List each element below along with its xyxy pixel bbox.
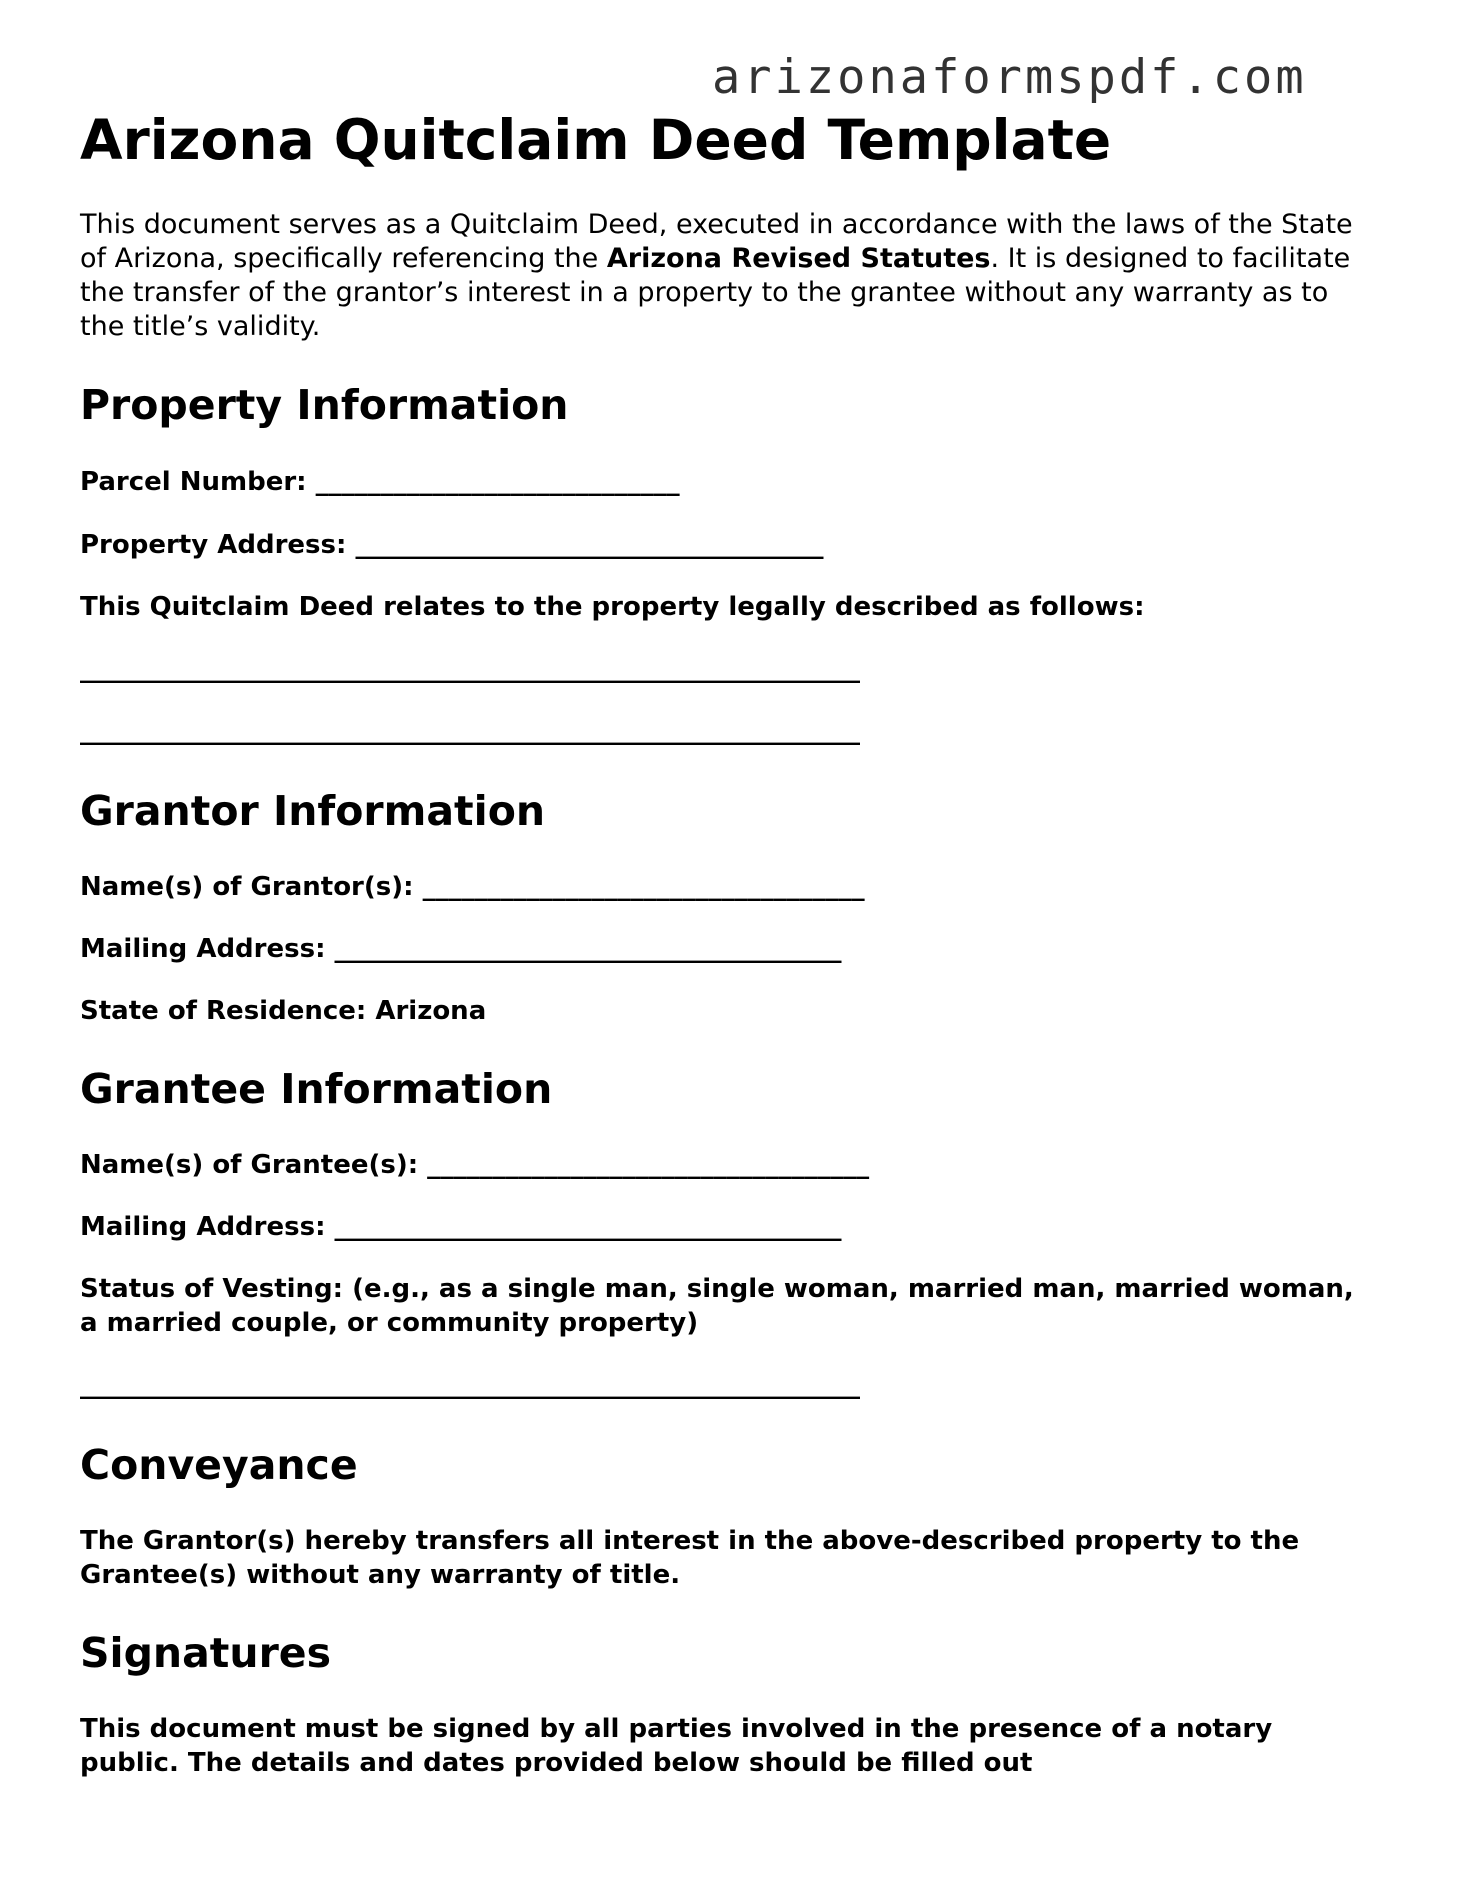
grantor-state-of-residence: State of Residence: Arizona — [80, 996, 487, 1026]
document-title: Arizona Quitclaim Deed Template — [80, 108, 1112, 172]
statutes-reference: Arizona Revised Statutes — [606, 243, 991, 274]
vesting-status-label: Status of Vesting: (e.g., as a single man, single woman, married man, married woman, a married couple, or community property) — [80, 1274, 1354, 1338]
intro-paragraph — [80, 208, 1380, 344]
legal-description-line-2[interactable]: ____________________________________________________________ — [80, 716, 860, 746]
legal-description-label: This Quitclaim Deed relates to the property legally described as follows: — [80, 592, 1145, 622]
grantor-mailing-address-field[interactable]: Mailing Address: _______________________________________ — [80, 934, 842, 964]
site-watermark: arizonaformspdf.com — [712, 50, 1307, 105]
grantee-heading: Grantee Information — [80, 1065, 553, 1113]
legal-description-line-1[interactable]: ____________________________________________________________ — [80, 654, 860, 684]
vesting-status-line[interactable]: ____________________________________________________________ — [80, 1370, 860, 1400]
parcel-number-field[interactable]: Parcel Number: ____________________________ — [80, 467, 680, 497]
intro-text-start: This document serves as a Quitclaim Deed, executed in accordance with the laws of the State of Arizona, specifically referencing the — [80, 209, 1353, 274]
property-heading: Property Information — [80, 381, 569, 429]
intro-text-end: . It is designed to facilitate the transfer of the grantor’s interest in a property to the grantee without any warranty as to the title’s validity. — [80, 243, 1351, 342]
signatures-heading: Signatures — [80, 1629, 332, 1677]
grantor-names-field[interactable]: Name(s) of Grantor(s): __________________________________ — [80, 872, 865, 902]
property-address-field[interactable]: Property Address: ____________________________________ — [80, 530, 824, 560]
signatures-text: This document must be signed by all parties involved in the presence of a notary public. The details and dates provided below should be filled out — [80, 1714, 1273, 1778]
conveyance-heading: Conveyance — [80, 1441, 358, 1489]
grantee-names-field[interactable]: Name(s) of Grantee(s): __________________________________ — [80, 1150, 870, 1180]
grantee-mailing-address-field[interactable]: Mailing Address: _______________________________________ — [80, 1212, 842, 1242]
conveyance-text: The Grantor(s) hereby transfers all interest in the above-described property to the Grantee(s) without any warranty of title. — [80, 1526, 1300, 1590]
grantor-heading: Grantor Information — [80, 787, 546, 835]
